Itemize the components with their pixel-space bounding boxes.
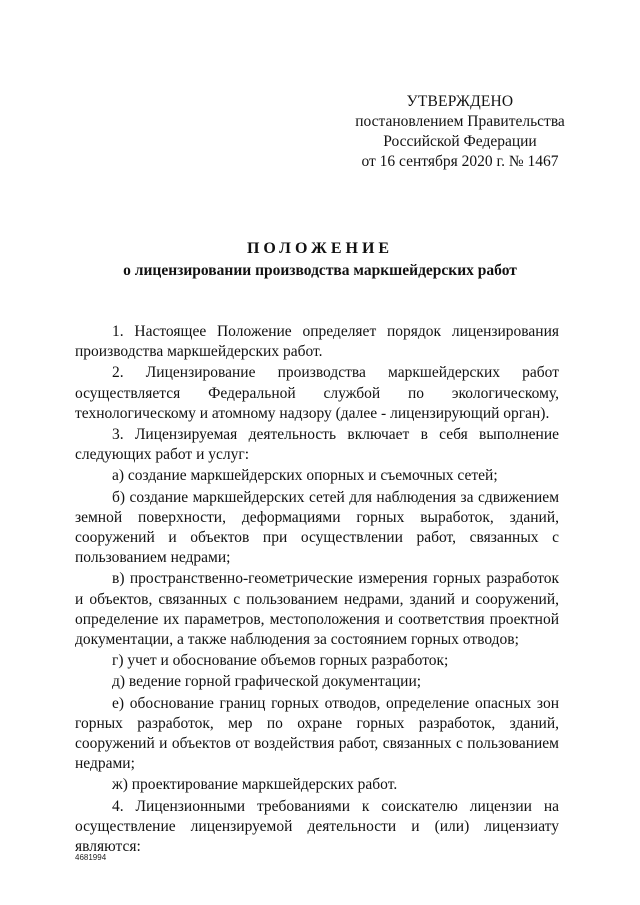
paragraph-2: 2. Лицензирование производства маркшейдерских работ осуществляется Федеральной службой по экологическому, технологическому и атомному надзору (далее - лицензирующий орган). [75,364,559,422]
paragraph-3g: ж) проектирование маркшейдерских работ. [112,776,398,794]
document-body [75,322,559,858]
approval-stamp [350,92,570,172]
approval-heading: УТВЕРЖДЕНО [406,93,514,110]
paragraph-1: 1. Настоящее Положение определяет порядок лицензирования производства маркшейдерских работ. [75,323,559,361]
approval-line-3: от 16 сентября 2020 г. № 1467 [361,153,559,170]
paragraph-3b: б) создание маркшейдерских сетей для наблюдения за сдвижением земной поверхности, деформациями горных выработок, зданий, сооружений и объектов при осуществлении работ, связанных с пользованием недрами; [75,488,559,567]
approval-line-1: постановлением Правительства [355,113,565,130]
paragraph-3a: а) создание маркшейдерских опорных и съемочных сетей; [112,467,498,485]
paragraph-3f: е) обоснование границ горных отводов, определение опасных зон горных разработок, мер по охране горных разработок, зданий, сооружений и объектов от воздействия работ, связанных с пользованием недрами; [75,694,559,773]
paragraph-3d: г) учет и обоснование объемов горных разработок; [112,652,449,670]
paragraph-3c: в) пространственно-геометрические измерения горных разработок и объектов, связанных с пользованием недрами, зданий и сооружений, определение их параметров, местоположения и соответствия проектной документации, а также наблюдения за состоянием горных отводов; [75,570,559,649]
document-subtitle: о лицензировании производства маркшейдерских работ [123,262,517,279]
approval-line-2: Российской Федерации [383,133,537,150]
document-title: ПОЛОЖЕНИЕ [246,240,394,257]
document-code: 4681994 [75,853,107,862]
paragraph-3: 3. Лицензируемая деятельность включает в себя выполнение следующих работ и услуг: [75,426,559,464]
paragraph-4: 4. Лицензионными требованиями к соискателю лицензии на осуществление лицензируемой деятельности и (или) лицензиату являются: [75,797,559,856]
paragraph-3e: д) ведение горной графической документации; [112,673,422,691]
